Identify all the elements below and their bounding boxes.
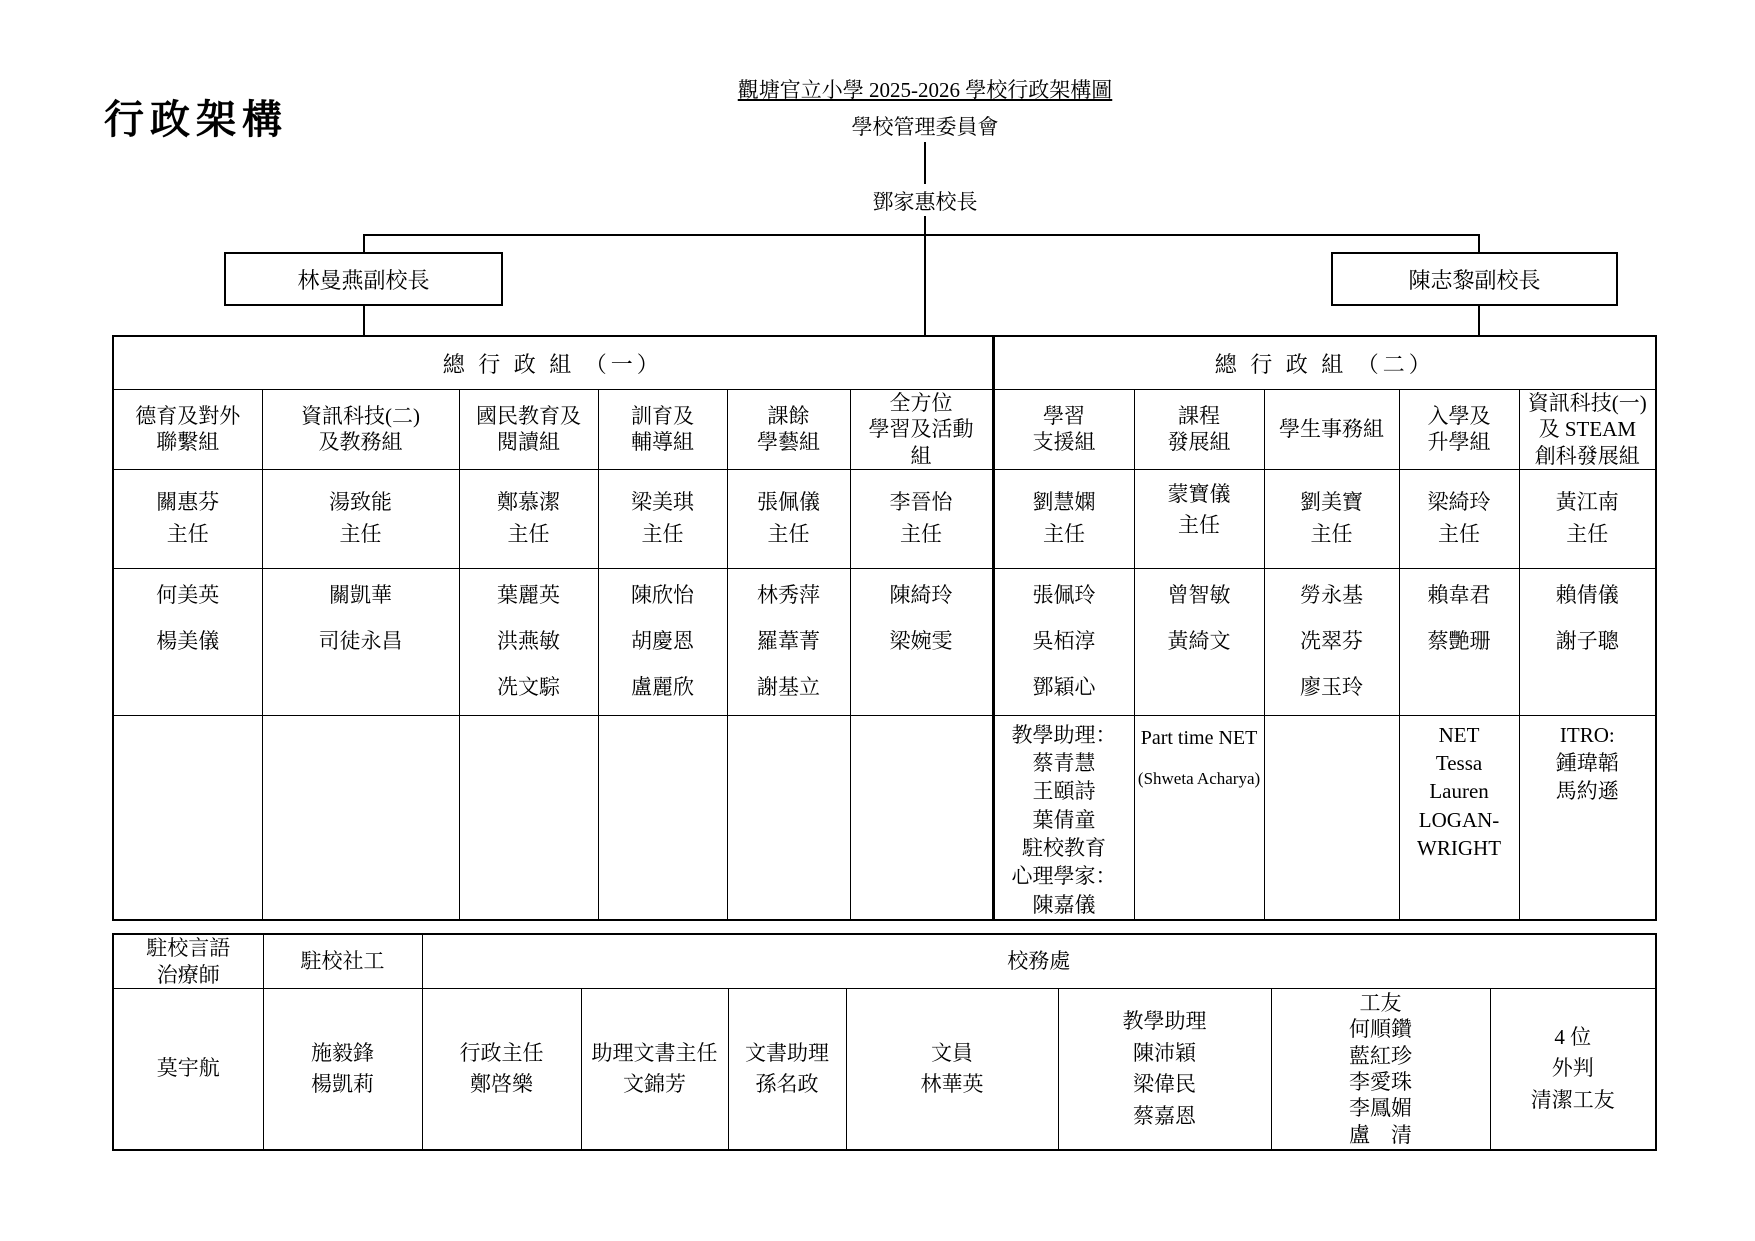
connector-left-vp-drop <box>363 234 365 252</box>
speech-therapist-header-cell: 駐校言語 治療師 <box>113 934 263 989</box>
school-office-table <box>112 933 1657 1151</box>
group-members-cell: 賴韋君 蔡艷珊 <box>1399 568 1519 715</box>
group-extra-cell-net: NET Tessa Lauren LOGAN- WRIGHT <box>1399 715 1519 920</box>
group-head-cell: 黃江南 主任 <box>1519 469 1656 568</box>
group-name-cell: 入學及 升學組 <box>1399 390 1519 470</box>
group-extra-cell <box>850 715 993 920</box>
school-management-committee-label: 學校管理委員會 <box>851 115 999 139</box>
group-members-cell: 關凱華 司徒永昌 <box>262 568 459 715</box>
group-name-cell: 學習 支援組 <box>993 390 1134 470</box>
group-head-cell: 張佩儀 主任 <box>727 469 850 568</box>
part-time-net-name: (Shweta Acharya) <box>1137 768 1261 788</box>
group-extra-cell <box>598 715 727 920</box>
group-name-cell: 學生事務組 <box>1264 390 1399 470</box>
group-members-cell: 陳欣怡 胡慶恩 盧麗欣 <box>598 568 727 715</box>
group-extra-cell <box>113 715 262 920</box>
group-head-cell: 劉美寶 主任 <box>1264 469 1399 568</box>
group-members-cell: 張佩玲 吳栢淳 鄧穎心 <box>993 568 1134 715</box>
section-2-header: 總 行 政 組 （二） <box>993 336 1656 390</box>
connector-committee-principal <box>924 142 926 184</box>
group-members-cell: 林秀萍 羅葦菁 謝基立 <box>727 568 850 715</box>
group-members-cell: 何美英 楊美儀 <box>113 568 262 715</box>
connector-right-vp-drop <box>1478 234 1480 252</box>
group-name-cell: 資訊科技(二) 及教務組 <box>262 390 459 470</box>
group-extra-cell <box>459 715 598 920</box>
group-members-cell: 勞永基 冼翠芬 廖玉玲 <box>1264 568 1399 715</box>
principal-label: 鄧家惠校長 <box>872 190 978 214</box>
office-staff-cell: 助理文書主任 文錦芳 <box>581 989 728 1151</box>
group-head-cell: 蒙寶儀 主任 <box>1134 469 1264 568</box>
group-extra-cell-support-staff: 教學助理： 蔡青慧 王頤詩 葉倩童 駐校教育 心理學家： 陳嘉儀 <box>993 715 1134 920</box>
office-staff-cell: 莫宇航 <box>113 989 263 1151</box>
corner-title: 行政架構 <box>104 97 288 142</box>
group-extra-cell <box>262 715 459 920</box>
group-name-cell: 課程 發展組 <box>1134 390 1264 470</box>
social-worker-header-cell: 駐校社工 <box>263 934 422 989</box>
group-members-cell: 葉麗英 洪燕敏 冼文騌 <box>459 568 598 715</box>
school-office-header-cell: 校務處 <box>422 934 1656 989</box>
group-name-cell: 課餘 學藝組 <box>727 390 850 470</box>
group-extra-cell-itro: ITRO: 鍾瑋韜 馬約遜 <box>1519 715 1656 920</box>
office-staff-cell: 行政主任 鄭啓樂 <box>422 989 581 1151</box>
group-extra-cell <box>727 715 850 920</box>
group-head-cell: 梁綺玲 主任 <box>1399 469 1519 568</box>
office-staff-cell: 教學助理 陳沛穎 梁偉民 蔡嘉恩 <box>1058 989 1271 1151</box>
vice-principal-left-box <box>224 252 503 306</box>
group-head-cell: 湯致能 主任 <box>262 469 459 568</box>
group-head-cell: 梁美琪 主任 <box>598 469 727 568</box>
group-name-cell: 全方位 學習及活動 組 <box>850 390 993 470</box>
group-extra-cell-part-time-net <box>1134 715 1264 920</box>
vice-principal-right-label: 陳志黎副校長 <box>1408 267 1541 293</box>
main-admin-table <box>112 335 1657 921</box>
group-name-cell: 訓育及 輔導組 <box>598 390 727 470</box>
vice-principal-right-box <box>1331 252 1618 306</box>
group-head-cell: 鄭慕潔 主任 <box>459 469 598 568</box>
office-staff-cell: 文員 林華英 <box>846 989 1058 1151</box>
group-members-cell: 賴倩儀 謝子聰 <box>1519 568 1656 715</box>
group-members-cell: 曾智敏 黃綺文 <box>1134 568 1264 715</box>
group-name-cell: 國民教育及 閱讀組 <box>459 390 598 470</box>
office-staff-cell: 施毅鋒 楊凱莉 <box>263 989 422 1151</box>
office-staff-cell: 文書助理 孫名政 <box>728 989 846 1151</box>
connector-left-vp-table <box>363 302 365 335</box>
group-members-cell: 陳綺玲 梁婉雯 <box>850 568 993 715</box>
part-time-net-label: Part time NET <box>1140 726 1258 749</box>
office-staff-cell: 工友 何順鑽 藍紅珍 李愛珠 李鳳媚 盧 清 <box>1271 989 1490 1151</box>
group-name-cell: 德育及對外 聯繫組 <box>113 390 262 470</box>
group-head-cell: 劉慧嫻 主任 <box>993 469 1134 568</box>
connector-right-vp-table <box>1478 302 1480 335</box>
connector-horizontal <box>363 234 1479 236</box>
page-title: 觀塘官立小學 2025-2026 學校行政架構圖 <box>737 78 1113 102</box>
vice-principal-left-label: 林曼燕副校長 <box>297 267 430 293</box>
office-staff-cell: 4 位 外判 清潔工友 <box>1490 989 1656 1151</box>
group-extra-cell <box>1264 715 1399 920</box>
group-name-cell: 資訊科技(一) 及 STEAM 創科發展組 <box>1519 390 1656 470</box>
group-head-cell: 李晉怡 主任 <box>850 469 993 568</box>
group-head-cell: 關惠芬 主任 <box>113 469 262 568</box>
section-1-header: 總 行 政 組 （一） <box>113 336 993 390</box>
